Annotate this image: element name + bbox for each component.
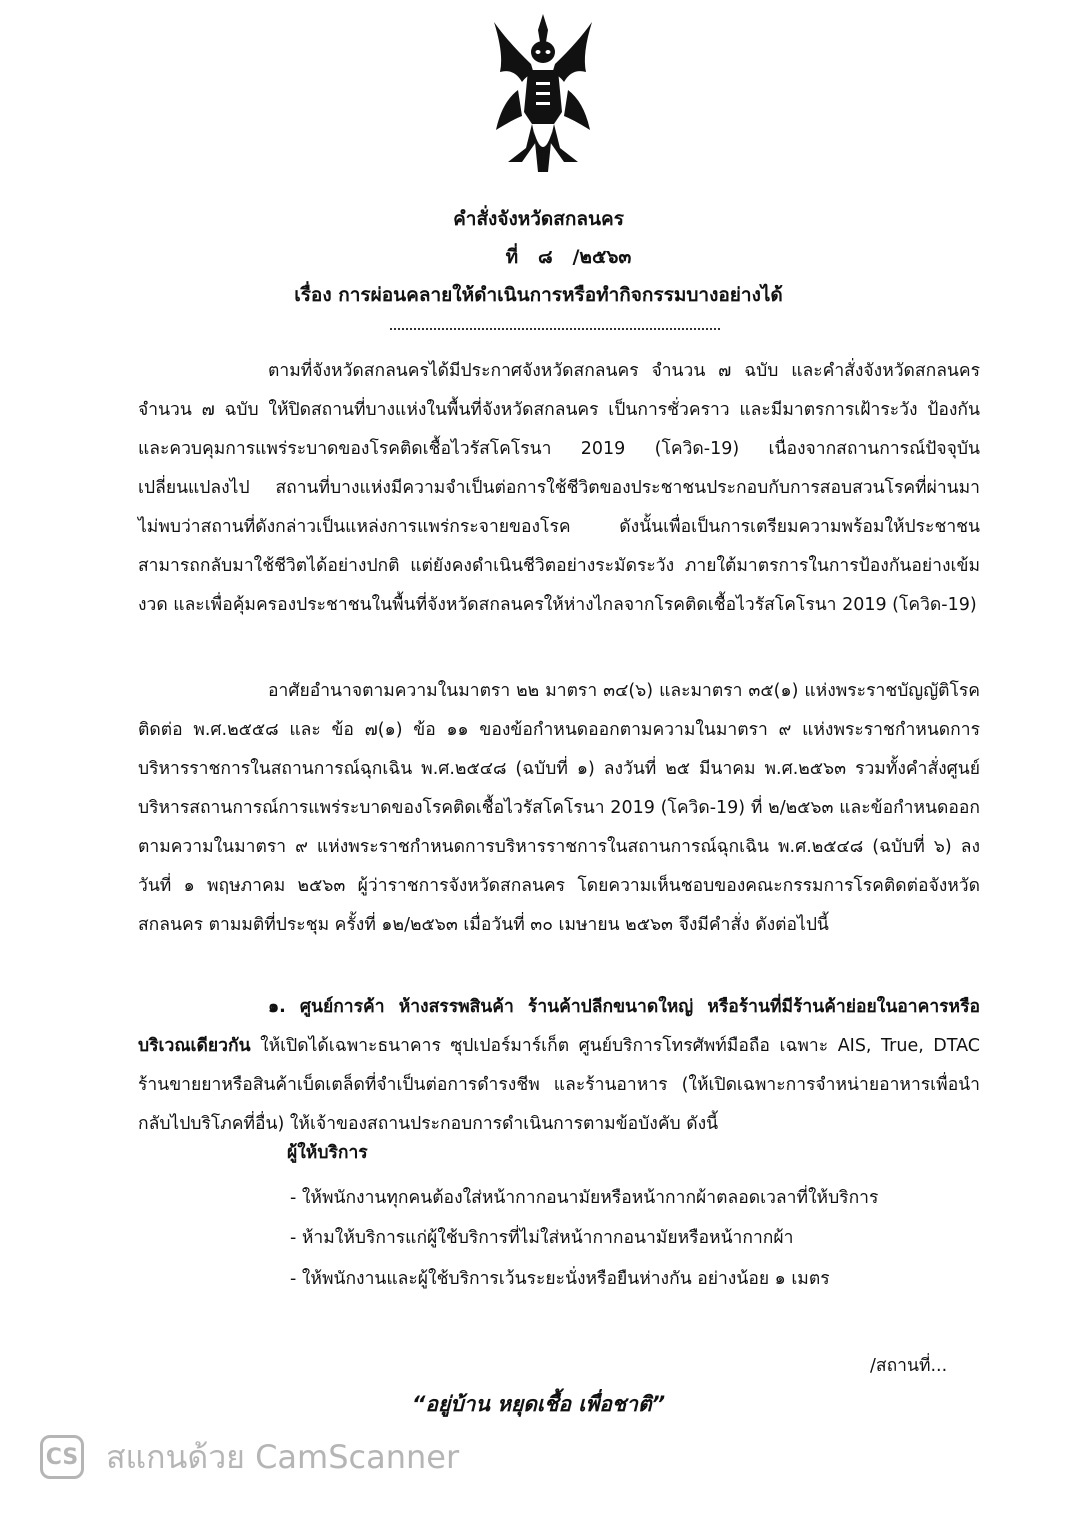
item-1-text: ให้เปิดได้เฉพาะธนาคาร ซุปเปอร์มาร์เก็ต ศูนย์บริการโทรศัพท์มือถือ เฉพาะ AIS, True, DTAC ร้านขายยาหรือสินค้าเบ็ดเตล็ดที่จำเป็นต่อการดำรงชีพ และร้านอาหาร (ให้เปิดเฉพาะการจำหน่ายอาหารเพื่อนำกลับไปบริโภคที่อื่น) ให้เจ้าของสถานประกอบการดำเนินการตามข้อบังคับ ดังนี้ xyxy=(138,1036,980,1134)
item-1-heading: ๑. ศูนย์การค้า ห้างสรรพสินค้า ร้านค้าปลีกขนาดใหญ่ หรือร้านที่มีร้านค้าย่อยในอาคารหรือบริเวณเดียวกัน xyxy=(138,997,980,1056)
garuda-emblem-icon xyxy=(488,12,598,180)
paragraph-authority xyxy=(138,672,980,945)
continuation-marker: /สถานที่... xyxy=(870,1356,948,1376)
paragraph-preamble xyxy=(138,352,980,625)
dotted-divider xyxy=(390,318,720,330)
camscanner-watermark xyxy=(40,1435,459,1479)
camscanner-logo-icon: CS xyxy=(40,1435,84,1479)
list-item: - ให้พนักงานและผู้ใช้บริการเว้นระยะนั่งหรือยืนห่างกัน อย่างน้อย ๑ เมตร xyxy=(290,1269,830,1289)
order-subject: เรื่อง การผ่อนคลายให้ดำเนินการหรือทำกิจกรรมบางอย่างได้ xyxy=(294,284,783,306)
provider-heading: ผู้ให้บริการ xyxy=(287,1143,368,1163)
order-title: คำสั่งจังหวัดสกลนคร xyxy=(453,208,624,230)
watermark-text: สแกนด้วย CamScanner xyxy=(106,1437,460,1476)
order-number: ที่ ๘ /๒๕๖๓ xyxy=(505,246,632,268)
slogan: “อยู่บ้าน หยุดเชื้อ เพื่อชาติ” xyxy=(411,1392,666,1416)
list-item: - ห้ามให้บริการแก่ผู้ใช้บริการที่ไม่ใส่หน้ากากอนามัยหรือหน้ากากผ้า xyxy=(290,1228,794,1248)
paragraph-authority-text: อาศัยอำนาจตามความในมาตรา ๒๒ มาตรา ๓๔(๖) และมาตรา ๓๕(๑) แห่งพระราชบัญญัติโรคติดต่อ พ.ศ.๒๕๕๘ และ ข้อ ๗(๑) ข้อ ๑๑ ของข้อกำหนดออกตามความในมาตรา ๙ แห่งพระราชกำหนดการบริหารราชการในสถานการณ์ฉุกเฉิน พ.ศ.๒๕๔๘ (ฉบับที่ ๑) ลงวันที่ ๒๕ มีนาคม พ.ศ.๒๕๖๓ รวมทั้งคำสั่งศูนย์บริหารสถานการณ์การแพร่ระบาดของโรคติดเชื้อไวรัสโคโรนา 2019 (โควิด-19) ที่ ๒/๒๕๖๓ และข้อกำหนดออกตามความในมาตรา ๙ แห่งพระราชกำหนดการบริหารราชการในสถานการณ์ฉุกเฉิน พ.ศ.๒๕๔๘ (ฉบับที่ ๖) ลงวันที่ ๑ พฤษภาคม ๒๕๖๓ ผู้ว่าราชการจังหวัดสกลนคร โดยความเห็นชอบของคณะกรรมการโรคติดต่อจังหวัดสกลนคร ตามมติที่ประชุม ครั้งที่ ๑๒/๒๕๖๓ เมื่อวันที่ ๓๐ เมษายน ๒๕๖๓ จึงมีคำสั่ง ดังต่อไปนี้ xyxy=(138,681,980,935)
list-item: - ให้พนักงานทุกคนต้องใส่หน้ากากอนามัยหรือหน้ากากผ้าตลอดเวลาที่ให้บริการ xyxy=(290,1188,879,1208)
paragraph-preamble-text: ตามที่จังหวัดสกลนครได้มีประกาศจังหวัดสกลนคร จำนวน ๗ ฉบับ และคำสั่งจังหวัดสกลนคร จำนวน ๗ ฉบับ ให้ปิดสถานที่บางแห่งในพื้นที่จังหวัดสกลนคร เป็นการชั่วคราว และมีมาตรการเฝ้าระวัง ป้องกัน และควบคุมการแพร่ระบาดของโรคติดเชื้อไวรัสโคโรนา 2019 (โควิด-19) เนื่องจากสถานการณ์ปัจจุบันเปลี่ยนแปลงไป สถานที่บางแห่งมีความจำเป็นต่อการใช้ชีวิตของประชาชนประกอบกับการสอบสวนโรคที่ผ่านมาไม่พบว่าสถานที่ดังกล่าวเป็นแหล่งการแพร่กระจายของโรค ดังนั้นเพื่อเป็นการเตรียมความพร้อมให้ประชาชนสามารถกลับมาใช้ชีวิตได้อย่างปกติ แต่ยังคงดำเนินชีวิตอย่างระมัดระวัง ภายใต้มาตรการในการป้องกันอย่างเข้มงวด และเพื่อคุ้มครองประชาชนในพื้นที่จังหวัดสกลนครให้ห่างไกลจากโรคติดเชื้อไวรัสโคโรนา 2019 (โควิด-19) xyxy=(138,361,980,615)
item-1 xyxy=(138,988,980,1144)
